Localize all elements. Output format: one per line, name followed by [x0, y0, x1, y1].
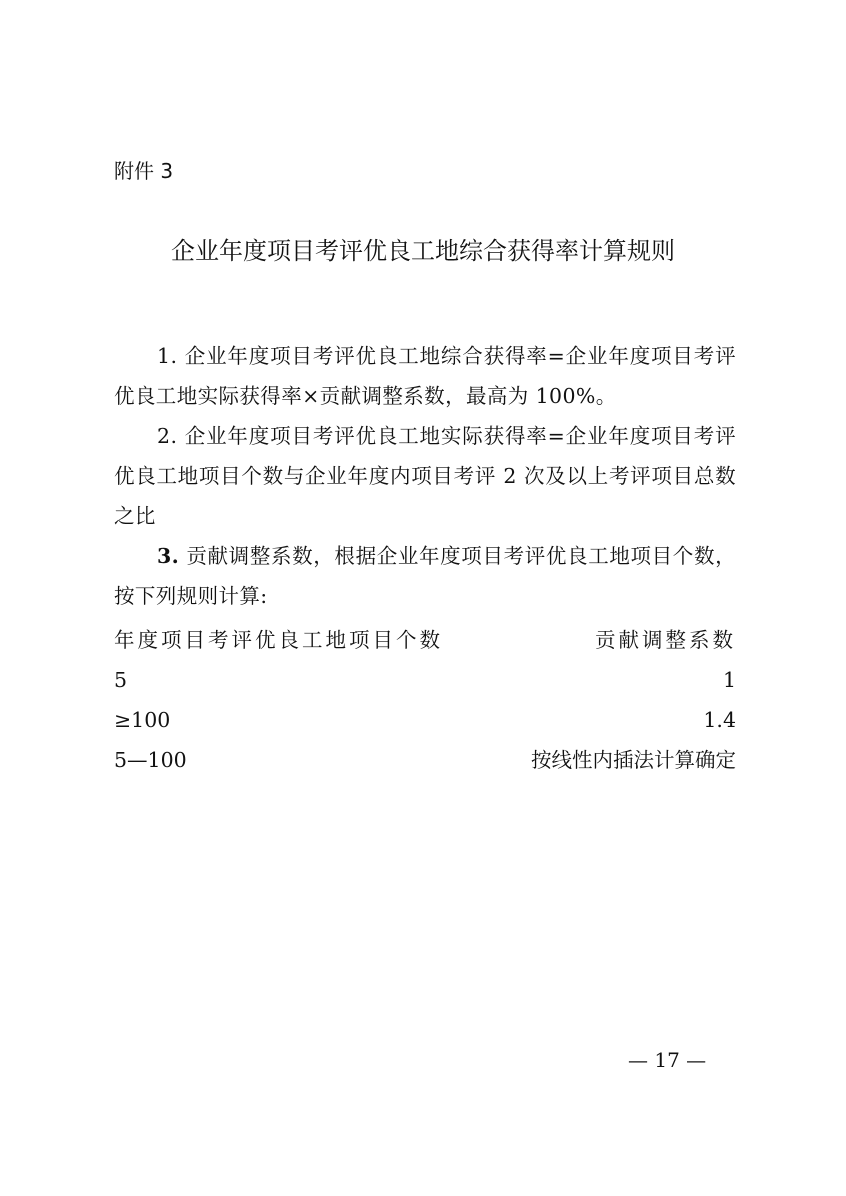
paragraph-3-text: 贡献调整系数，根据企业年度项目考评优良工地项目个数，按下列规则计算: — [114, 544, 736, 608]
row-count: 5 — [114, 668, 128, 692]
row-coefficient: 按线性内插法计算确定 — [531, 748, 736, 772]
page-number: — 17 — — [628, 1048, 707, 1072]
rule-table-header — [114, 620, 736, 660]
paragraph-2-number: 2. — [157, 424, 178, 448]
row-count: ≥100 — [114, 708, 171, 732]
rule-table-row — [114, 700, 736, 740]
rule-table-row — [114, 660, 736, 700]
document-title: 企业年度项目考评优良工地综合获得率计算规则 — [171, 237, 675, 265]
document-body — [114, 336, 736, 616]
header-coefficient: 贡献调整系数 — [595, 628, 736, 652]
row-coefficient: 1 — [722, 668, 736, 692]
paragraph-2-text: 企业年度项目考评优良工地实际获得率=企业年度项目考评优良工地项目个数与企业年度内项目考评 2 次及以上考评项目总数之比 — [114, 424, 737, 528]
row-count: 5—100 — [114, 748, 187, 772]
row-coefficient: 1.4 — [703, 708, 736, 732]
rule-table — [114, 620, 736, 780]
paragraph-1 — [114, 336, 736, 416]
paragraph-3-number: 3. — [157, 544, 180, 568]
header-project-count: 年度项目考评优良工地项目个数 — [114, 628, 443, 652]
attachment-label: 附件 3 — [114, 159, 174, 183]
rule-table-row — [114, 740, 736, 780]
paragraph-3 — [114, 536, 736, 616]
paragraph-1-text: 企业年度项目考评优良工地综合获得率=企业年度项目考评优良工地实际获得率×贡献调整系数，最高为 100%。 — [114, 344, 737, 408]
paragraph-2 — [114, 416, 736, 536]
paragraph-1-number: 1. — [157, 344, 178, 368]
